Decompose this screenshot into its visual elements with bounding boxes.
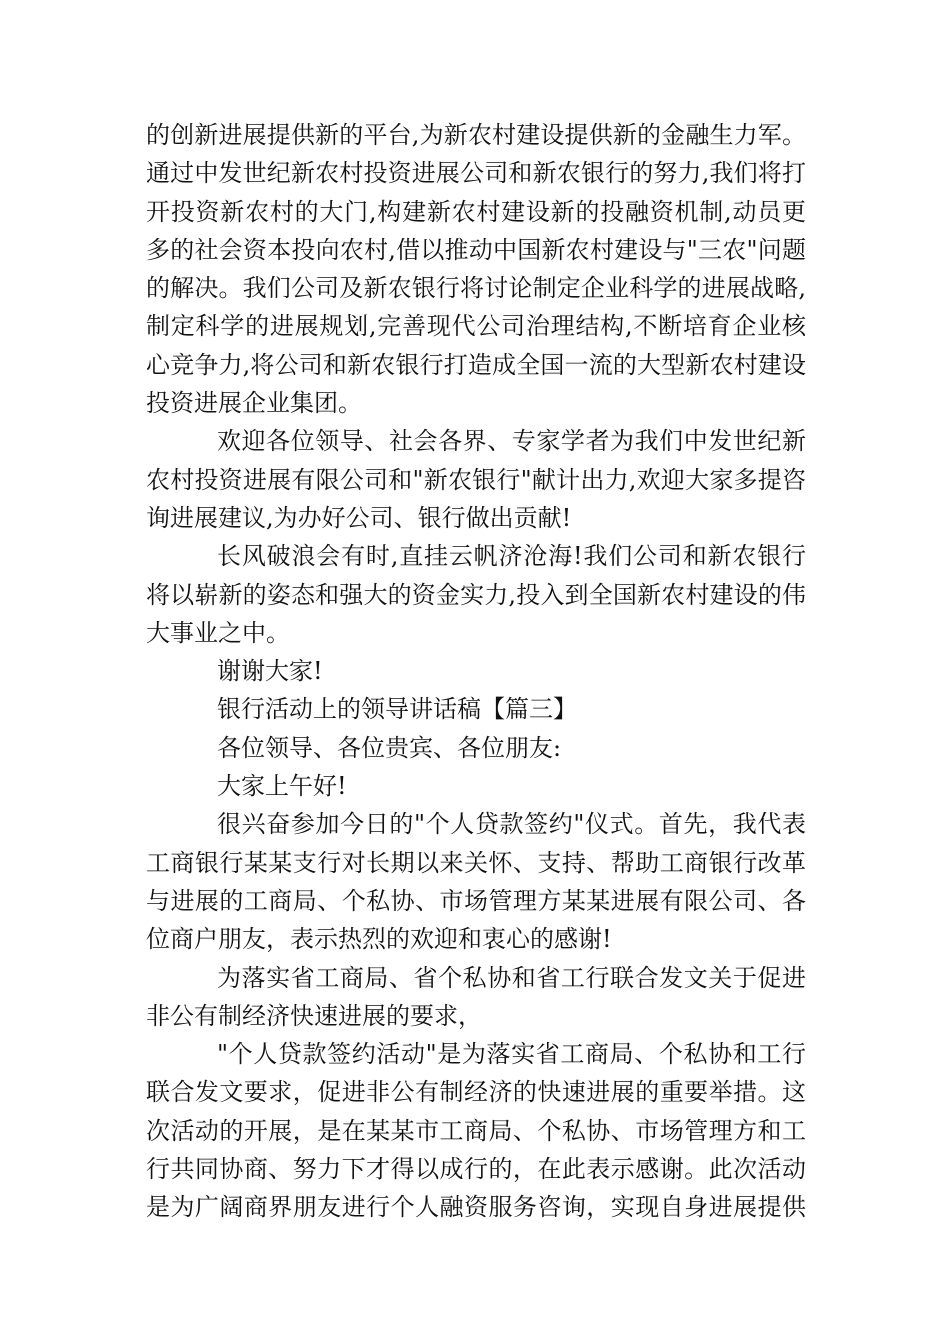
text-line: 次活动的开展，是在某某市工商局、个私协、市场管理方和工 (146, 1116, 807, 1145)
text-line: 联合发文要求，促进非公有制经济的快速进展的重要举措。这 (146, 1078, 807, 1107)
text-line: 为落实省工商局、省个私协和省工行联合发文关于促进 (217, 963, 807, 992)
text-line: 询进展建议,为办好公司、银行做出贡献! (146, 503, 572, 532)
text-line: 大家上午好! (217, 772, 347, 801)
text-line: 非公有制经济快速进展的要求， (146, 1001, 482, 1030)
text-line: 工商银行某某支行对长期以来关怀、支持、帮助工商银行改革 (146, 848, 807, 877)
text-line: 行共同协商、努力下才得以成行的，在此表示感谢。此次活动 (146, 1155, 807, 1184)
text-line: 的创新进展提供新的平台,为新农村建设提供新的金融生力军。 (146, 121, 807, 149)
text-line: 通过中发世纪新农村投资进展公司和新农银行的努力,我们将打 (146, 159, 807, 188)
section-heading: 银行活动上的领导讲话稿【篇三】 (217, 695, 577, 724)
text-line: 多的社会资本投向农村,借以推动中国新农村建设与"三农"问题 (146, 235, 807, 264)
text-line: 长风破浪会有时,直挂云帆济沧海!我们公司和新农银行 (217, 542, 807, 571)
text-line: 制定科学的进展规划,完善现代公司治理结构,不断培育企业核 (146, 312, 807, 341)
text-line: 农村投资进展有限公司和"新农银行"献计出力,欢迎大家多提咨 (146, 465, 807, 494)
text-line: "个人贷款签约活动"是为落实省工商局、个私协和工行 (217, 1040, 807, 1069)
text-line: 将以崭新的姿态和强大的资金实力,投入到全国新农村建设的伟 (146, 580, 807, 609)
text-line: 是为广阔商界朋友进行个人融资服务咨询，实现自身进展提供 (146, 1193, 807, 1222)
text-line: 位商户朋友，表示热烈的欢迎和衷心的感谢! (146, 925, 612, 954)
text-line: 很兴奋参加今日的"个人贷款签约"仪式。首先，我代表 (217, 810, 807, 839)
text-line: 谢谢大家! (217, 657, 323, 686)
text-line: 欢迎各位领导、社会各界、专家学者为我们中发世纪新 (217, 427, 807, 456)
text-line: 与进展的工商局、个私协、市场管理方某某进展有限公司、各 (146, 886, 807, 915)
text-line: 的解决。我们公司及新农银行将讨论制定企业科学的进展战略, (146, 274, 807, 303)
text-line: 开投资新农村的大门,构建新农村建设新的投融资机制,动员更 (146, 197, 807, 226)
text-line: 大事业之中。 (146, 618, 290, 647)
body-text (146, 116, 806, 1227)
text-line: 投资进展企业集团。 (146, 389, 362, 418)
text-line: 心竞争力,将公司和新农银行打造成全国一流的大型新农村建设 (146, 350, 807, 379)
text-line: 各位领导、各位贵宾、各位朋友: (217, 733, 562, 762)
